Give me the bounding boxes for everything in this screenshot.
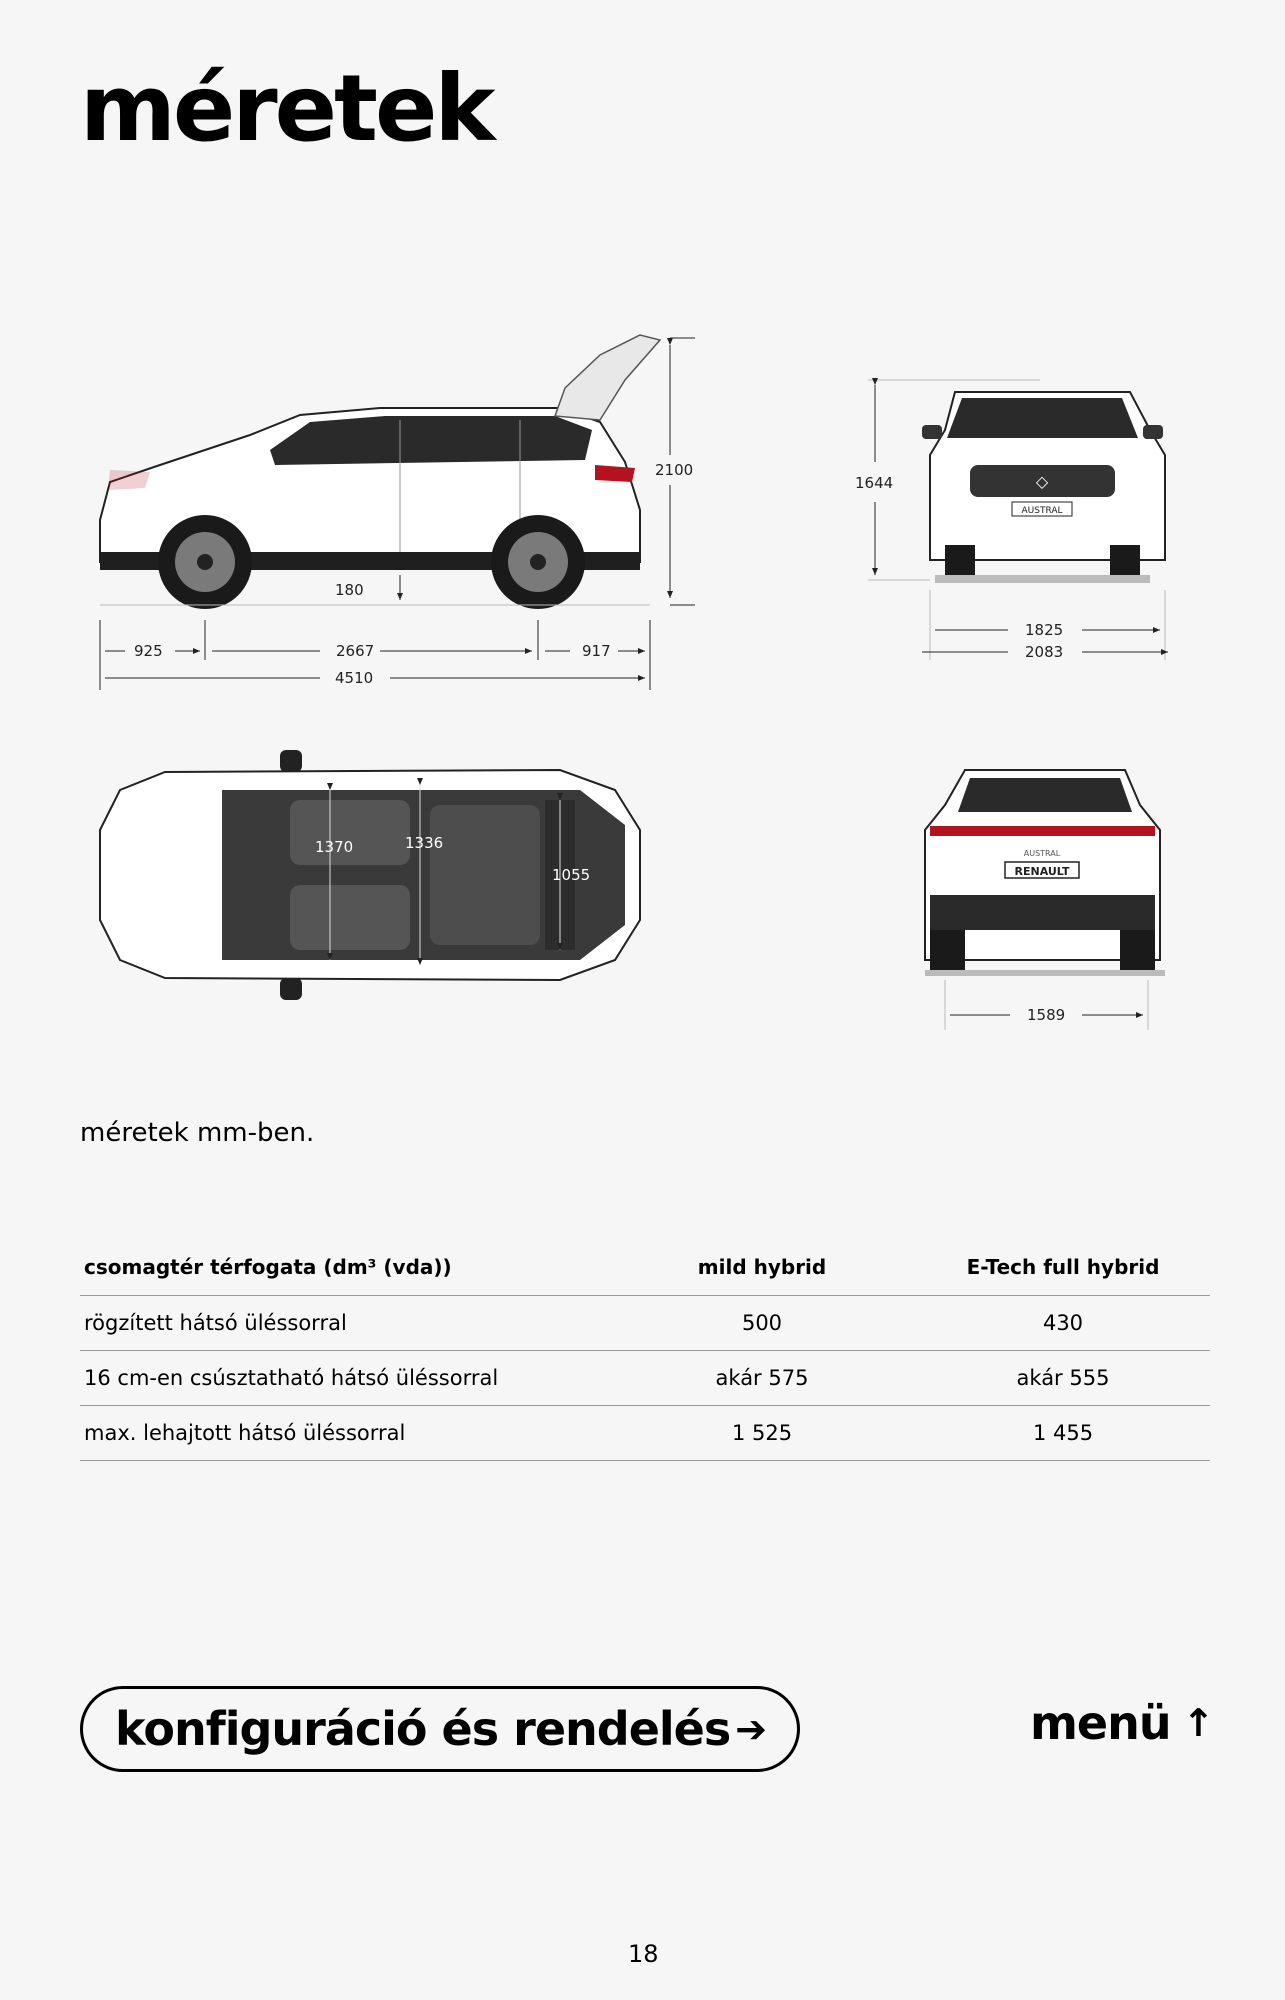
wheelbase-label: 2667 bbox=[336, 642, 375, 660]
column-header-capacity: csomagtér térfogata (dm³ (vda)) bbox=[80, 1245, 608, 1296]
svg-text:◇: ◇ bbox=[1035, 472, 1049, 491]
boot-width-label: 1055 bbox=[552, 866, 591, 884]
menu-link[interactable] bbox=[1030, 1696, 1214, 1750]
side-view-car bbox=[100, 335, 660, 609]
rear-track-label: 1589 bbox=[1027, 1006, 1066, 1024]
rear-badge: RENAULT bbox=[1014, 865, 1070, 878]
units-note: méretek mm-ben. bbox=[80, 1118, 315, 1148]
arrow-up-icon: ↑ bbox=[1182, 1701, 1215, 1745]
front-overhang-label: 925 bbox=[134, 642, 163, 660]
page-title: méretek bbox=[80, 55, 493, 162]
table-row bbox=[80, 1406, 1210, 1461]
front-height-label: 1644 bbox=[855, 474, 894, 492]
rear-shoulder-label: 1336 bbox=[405, 834, 444, 852]
rear-view-dimensions bbox=[945, 980, 1148, 1030]
configure-button-label: konfiguráció és rendelés bbox=[115, 1702, 731, 1756]
table-row bbox=[80, 1351, 1210, 1406]
table-cell: 1 525 bbox=[608, 1406, 916, 1461]
table-cell: 16 cm-en csúsztatható hátsó üléssorral bbox=[80, 1351, 608, 1406]
table-row bbox=[80, 1296, 1210, 1351]
boot-volume-table bbox=[80, 1245, 1210, 1461]
column-header-etech: E-Tech full hybrid bbox=[916, 1245, 1210, 1296]
table-cell: 500 bbox=[608, 1296, 916, 1351]
front-shoulder-label: 1370 bbox=[315, 838, 354, 856]
length-label: 4510 bbox=[335, 669, 374, 687]
column-header-mild-hybrid: mild hybrid bbox=[608, 1245, 916, 1296]
table-cell: 1 455 bbox=[916, 1406, 1210, 1461]
rear-model-badge: AUSTRAL bbox=[1023, 849, 1061, 858]
table-cell: rögzített hátsó üléssorral bbox=[80, 1296, 608, 1351]
ground-clearance-label: 180 bbox=[335, 581, 364, 599]
table-cell: max. lehajtott hátsó üléssorral bbox=[80, 1406, 608, 1461]
front-badge: AUSTRAL bbox=[1021, 506, 1063, 516]
configure-and-order-button[interactable] bbox=[80, 1686, 800, 1772]
front-width-label: 1825 bbox=[1025, 621, 1064, 639]
rear-overhang-label: 917 bbox=[582, 642, 611, 660]
arrow-right-icon: ➔ bbox=[735, 1707, 767, 1751]
rear-view-car bbox=[925, 770, 1165, 976]
side-height-label: 2100 bbox=[655, 461, 694, 479]
page-number: 18 bbox=[628, 1940, 659, 1968]
table-cell: akár 555 bbox=[916, 1351, 1210, 1406]
menu-label: menü bbox=[1030, 1696, 1171, 1750]
front-width-mirrors-label: 2083 bbox=[1025, 643, 1064, 661]
table-cell: akár 575 bbox=[608, 1351, 916, 1406]
table-cell: 430 bbox=[916, 1296, 1210, 1351]
table-header-row bbox=[80, 1245, 1210, 1296]
front-view-car bbox=[922, 392, 1165, 583]
